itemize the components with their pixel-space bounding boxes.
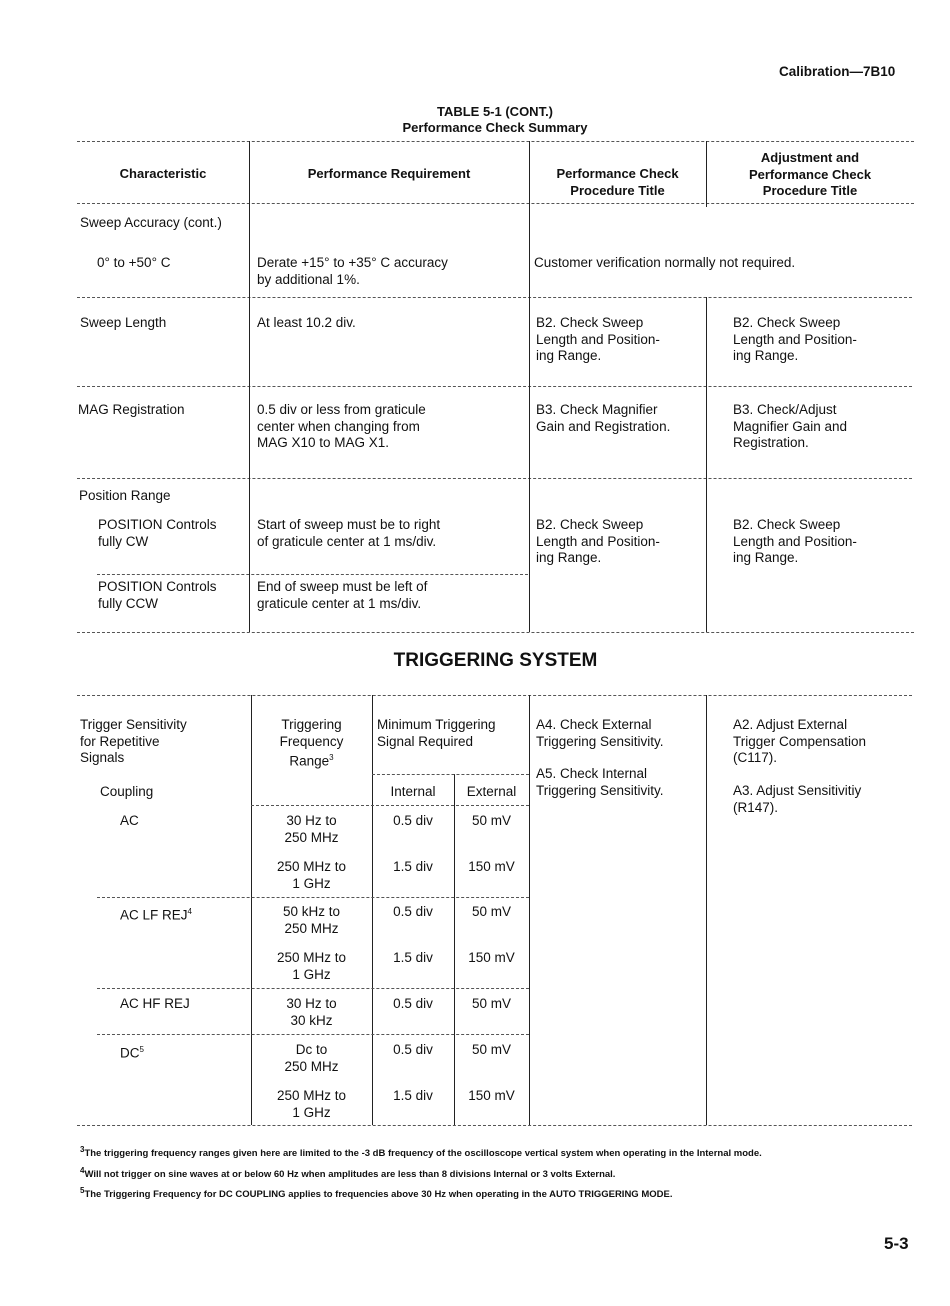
- position-range-adjustment: B2. Check Sweep Length and Position- ing Range.: [733, 517, 857, 565]
- column-divider: [249, 141, 250, 632]
- rule: [77, 478, 912, 479]
- coupling-cell: [120, 1042, 144, 1062]
- external-cell: 50 mV: [471, 813, 512, 828]
- rule: [77, 695, 912, 696]
- coupling-cell: AC: [120, 813, 139, 828]
- internal-cell: 0.5 div: [393, 904, 433, 919]
- column-divider: [529, 695, 530, 1125]
- column-divider: [706, 695, 707, 1125]
- freq-cell: 30 Hz to 30 kHz: [286, 996, 337, 1028]
- table-number: TABLE 5-1 (CONT.): [436, 104, 554, 119]
- mag-registration-requirement: 0.5 div or less from graticule center when changing from MAG X10 to MAG X1.: [257, 402, 426, 450]
- column-divider: [706, 297, 707, 632]
- coupling-label: Coupling: [100, 784, 154, 799]
- sweep-length-adjustment: B2. Check Sweep Length and Position- ing Range.: [733, 315, 857, 363]
- running-header: Calibration—7B10: [779, 64, 896, 79]
- header-requirement: Performance Requirement: [307, 166, 471, 181]
- internal-cell: 0.5 div: [393, 1042, 433, 1057]
- rule: [251, 805, 529, 806]
- freq-cell: 250 MHz to 1 GHz: [276, 950, 347, 982]
- position-ccw-label: POSITION Controls fully CCW: [98, 579, 217, 611]
- external-cell: 50 mV: [471, 996, 512, 1011]
- rule: [372, 774, 529, 775]
- procedure-a5: A5. Check Internal Triggering Sensitivity.: [536, 766, 664, 798]
- freq-cell: 250 MHz to 1 GHz: [276, 1088, 347, 1120]
- page-number: 5-3: [884, 1234, 909, 1253]
- sweep-accuracy-label: Sweep Accuracy (cont.): [80, 215, 222, 230]
- footnote-text: The triggering frequency ranges given here are limited to the -3 dB frequency of the oscilloscope vertical system when operating in the Internal mode.: [84, 1148, 762, 1160]
- position-cw-label: POSITION Controls fully CW: [98, 517, 217, 549]
- internal-header: Internal: [390, 784, 436, 799]
- freq-cell: 30 Hz to 250 MHz: [284, 813, 339, 845]
- freq-cell: 250 MHz to 1 GHz: [276, 859, 347, 891]
- mag-registration-adjustment: B3. Check/Adjust Magnifier Gain and Registration.: [733, 402, 848, 450]
- footnote-text: The Triggering Frequency for DC COUPLING applies to frequencies above 30 Hz when operating in the AUTO TRIGGERING MODE.: [84, 1189, 673, 1201]
- position-range-label: Position Range: [79, 488, 171, 503]
- sweep-accuracy-note: Customer verification normally not required.: [534, 255, 796, 270]
- min-header: Minimum Triggering Signal Required: [377, 717, 496, 749]
- footnote: [80, 1142, 920, 1163]
- rule: [97, 897, 529, 898]
- rule: [77, 297, 912, 298]
- rule: [77, 386, 912, 387]
- position-range-procedure: B2. Check Sweep Length and Position- ing Range.: [536, 517, 660, 565]
- coupling-cell: [120, 904, 192, 924]
- sweep-length-label: Sweep Length: [80, 315, 167, 330]
- sweep-accuracy-temp: 0° to +50° C: [97, 255, 171, 270]
- internal-cell: 1.5 div: [393, 1088, 433, 1103]
- mag-registration-label: MAG Registration: [78, 402, 185, 417]
- coupling-text: DC: [120, 1045, 140, 1061]
- column-divider: [529, 141, 530, 632]
- footnote: [80, 1183, 920, 1204]
- coupling-footnote: 4: [187, 907, 192, 916]
- external-header: External: [466, 784, 517, 799]
- header-characteristic: Characteristic: [119, 166, 207, 181]
- position-cw-requirement: Start of sweep must be to right of graticule center at 1 ms/div.: [257, 517, 441, 549]
- footnote: [80, 1163, 920, 1184]
- freq-header-text: Triggering Frequency Range: [279, 717, 344, 769]
- rule: [97, 988, 529, 989]
- internal-cell: 0.5 div: [393, 813, 433, 828]
- mag-registration-procedure: B3. Check Magnifier Gain and Registration.: [536, 402, 671, 434]
- rule: [77, 1125, 912, 1126]
- external-cell: 150 mV: [468, 950, 515, 965]
- freq-cell: 50 kHz to 250 MHz: [282, 904, 341, 936]
- rule: [77, 632, 914, 633]
- coupling-cell: AC HF REJ: [120, 996, 190, 1011]
- sweep-length-requirement: At least 10.2 div.: [257, 315, 356, 330]
- external-cell: 150 mV: [468, 1088, 515, 1103]
- procedure-a4: A4. Check External Triggering Sensitivity.: [536, 717, 664, 749]
- rule: [77, 203, 914, 204]
- footnote-text: Will not trigger on sine waves at or below 60 Hz when amplitudes are less than 8 divisions Internal or 3 volts External.: [84, 1168, 616, 1180]
- coupling-text: AC LF REJ: [120, 907, 188, 923]
- coupling-footnote: 5: [139, 1045, 144, 1054]
- header-adjustment: Adjustment and Performance Check Procedure Title: [748, 150, 872, 198]
- internal-cell: 1.5 div: [393, 859, 433, 874]
- footnote-mark: 5: [80, 1186, 85, 1196]
- footnote-mark: 3: [80, 1145, 85, 1154]
- rule: [77, 141, 914, 142]
- external-cell: 150 mV: [468, 859, 515, 874]
- sweep-length-procedure: B2. Check Sweep Length and Position- ing Range.: [536, 315, 660, 363]
- freq-header-footnote: 3: [329, 753, 334, 762]
- rule: [97, 1034, 529, 1035]
- table-title: [340, 104, 650, 136]
- sweep-accuracy-requirement: Derate +15° to +35° C accuracy by additional 1%.: [257, 255, 448, 287]
- position-ccw-requirement: End of sweep must be left of graticule center at 1 ms/div.: [257, 579, 428, 611]
- internal-cell: 1.5 div: [393, 950, 433, 965]
- adjust-a2: A2. Adjust External Trigger Compensation (C117).: [733, 717, 867, 765]
- adjust-a3: A3. Adjust Sensitivitiy (R147).: [733, 783, 862, 815]
- trigger-characteristic: Trigger Sensitivity for Repetitive Signals: [80, 717, 187, 765]
- external-cell: 50 mV: [471, 1042, 512, 1057]
- freq-header: [251, 717, 372, 770]
- external-cell: 50 mV: [471, 904, 512, 919]
- footnote-mark: 4: [80, 1165, 85, 1175]
- table-subtitle: Performance Check Summary: [402, 120, 588, 135]
- section-title: TRIGGERING SYSTEM: [393, 650, 598, 671]
- footnotes: [80, 1142, 920, 1204]
- internal-cell: 0.5 div: [393, 996, 433, 1011]
- rule: [97, 574, 528, 575]
- freq-cell: Dc to 250 MHz: [284, 1042, 339, 1074]
- header-procedure: Performance Check Procedure Title: [556, 166, 679, 198]
